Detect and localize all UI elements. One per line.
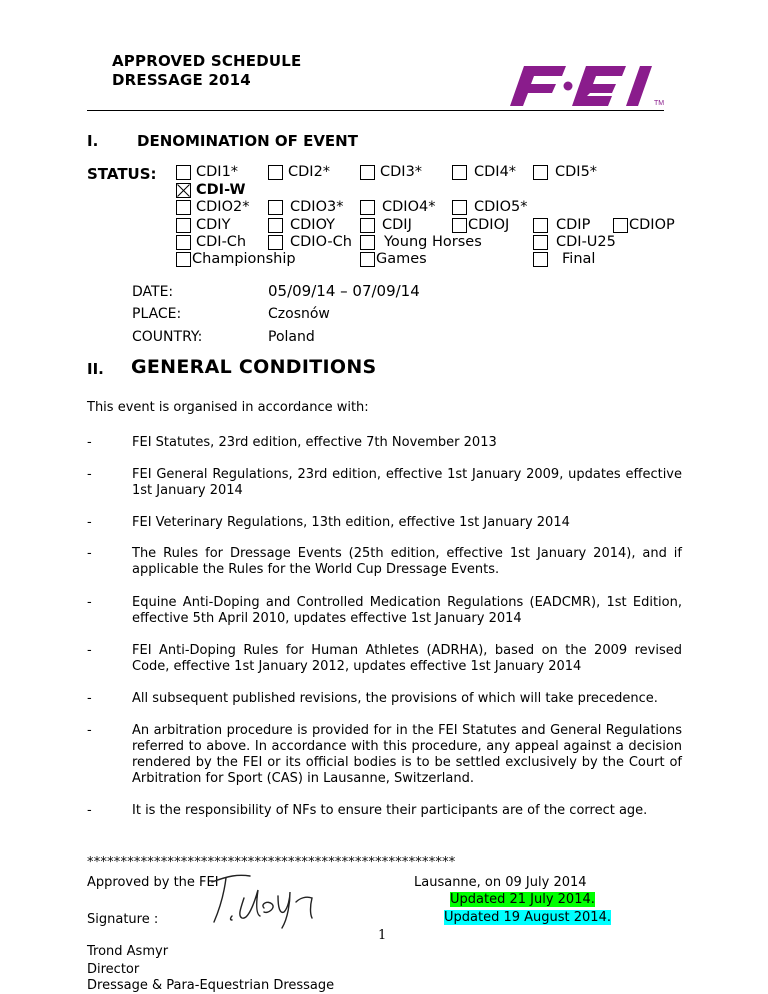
option-cdiw: CDI-W bbox=[196, 182, 246, 198]
date-label: DATE: bbox=[132, 284, 174, 300]
checkbox-cdio5[interactable] bbox=[452, 200, 467, 215]
section-1-heading bbox=[87, 132, 358, 150]
option-cdi1: CDI1* bbox=[196, 164, 239, 180]
checkbox-cdio3[interactable] bbox=[268, 200, 283, 215]
checkbox-cdio2[interactable] bbox=[176, 200, 191, 215]
list-item: - FEI Anti-Doping Rules for Human Athletes (ADRHA), based on the 2009 revised Code, effective 1st January 2012, updates effective 1st January 2014 bbox=[87, 643, 682, 674]
signer-name-line: Trond Asmyr bbox=[87, 944, 169, 959]
option-cdi4: CDI4* bbox=[474, 164, 517, 180]
checkbox-cdioj[interactable] bbox=[452, 218, 467, 233]
signer-department: Dressage & Para-Equestrian Dressage bbox=[87, 978, 335, 993]
option-games: Games bbox=[376, 251, 427, 267]
option-young-horses: Young Horses bbox=[384, 234, 482, 250]
option-cdio4: CDIO4* bbox=[382, 199, 436, 215]
place-value: Czosnów bbox=[268, 306, 330, 322]
option-cdio3: CDIO3* bbox=[290, 199, 344, 215]
logo-tm: TM bbox=[654, 100, 665, 107]
section-1-title: DENOMINATION OF EVENT bbox=[137, 132, 358, 150]
option-cdi2: CDI2* bbox=[288, 164, 331, 180]
option-cdi5: CDI5* bbox=[555, 164, 598, 180]
option-cdio2: CDIO2* bbox=[196, 199, 250, 215]
place-label: PLACE: bbox=[132, 306, 182, 322]
intro-text: This event is organised in accordance with: bbox=[87, 400, 369, 415]
list-item: - All subsequent published revisions, the provisions of which will take precedence. bbox=[87, 691, 658, 706]
option-cdioch: CDIO-Ch bbox=[290, 234, 352, 250]
checkbox-games[interactable] bbox=[360, 252, 375, 267]
checkbox-cdi-u25[interactable] bbox=[533, 235, 548, 250]
checkbox-final[interactable] bbox=[533, 252, 548, 267]
option-cdioj: CDIOJ bbox=[468, 217, 510, 233]
option-championship: Championship bbox=[192, 251, 296, 267]
place-date: Lausanne, on 09 July 2014 bbox=[414, 875, 587, 890]
checkbox-cdiy[interactable] bbox=[176, 218, 191, 233]
checkbox-cdi2[interactable] bbox=[268, 165, 283, 180]
list-item: - FEI Statutes, 23rd edition, effective 7th November 2013 bbox=[87, 435, 497, 450]
checkbox-cdich[interactable] bbox=[176, 235, 191, 250]
header-line-1: APPROVED SCHEDULE bbox=[112, 52, 302, 70]
header-divider bbox=[87, 110, 664, 111]
option-cdi3: CDI3* bbox=[380, 164, 423, 180]
section-1-number: I. bbox=[87, 132, 99, 150]
checkbox-cdi5[interactable] bbox=[533, 165, 548, 180]
checkbox-cdio4[interactable] bbox=[360, 200, 375, 215]
update-1: Updated 21 July 2014. bbox=[450, 892, 595, 907]
option-cdich: CDI-Ch bbox=[196, 234, 247, 250]
list-item: - Equine Anti-Doping and Controlled Medication Regulations (EADCMR), 1st Edition, effective 5th April 2010, updates effective 1st January 2014 bbox=[87, 595, 682, 626]
option-cdi-u25: CDI-U25 bbox=[556, 234, 616, 250]
signer-title: Director bbox=[87, 962, 140, 977]
list-item: - An arbitration procedure is provided for in the FEI Statutes and General Regulations referred to above. In accordance with this procedure, any appeal against a decision rendered by the FEI or its official bodies is to be settled exclusively by the Court of Arbitration for Sport (CAS) in Lausanne, Switzerland. bbox=[87, 723, 682, 786]
option-cdiop: CDIOP bbox=[629, 217, 675, 233]
list-item: - FEI General Regulations, 23rd edition, effective 1st January 2009, updates effective 1st January 2014 bbox=[87, 467, 682, 498]
option-cdip: CDIP bbox=[556, 217, 591, 233]
header-line-2: DRESSAGE 2014 bbox=[112, 71, 251, 89]
option-cdio5: CDIO5* bbox=[474, 199, 528, 215]
option-cdioy: CDIOY bbox=[290, 217, 336, 233]
approved-by: Approved by the FEI bbox=[87, 875, 219, 890]
list-item: - The Rules for Dressage Events (25th edition, effective 1st January 2014), and if applicable the Rules for the World Cup Dressage Events. bbox=[87, 546, 682, 577]
date-value: 05/09/14 – 07/09/14 bbox=[268, 282, 420, 300]
update-2: Updated 19 August 2014. bbox=[444, 910, 611, 925]
document-header bbox=[112, 52, 301, 90]
signature-label: Signature : bbox=[87, 912, 159, 927]
checkbox-cdij[interactable] bbox=[360, 218, 375, 233]
fei-logo bbox=[500, 58, 670, 108]
country-label: COUNTRY: bbox=[132, 329, 203, 345]
checkbox-cdi3[interactable] bbox=[360, 165, 375, 180]
checkbox-cdioch[interactable] bbox=[268, 235, 283, 250]
checkbox-young-horses[interactable] bbox=[360, 235, 375, 250]
page-number: 1 bbox=[378, 928, 387, 943]
checkbox-cdi4[interactable] bbox=[452, 165, 467, 180]
list-item: - It is the responsibility of NFs to ensure their participants are of the correct age. bbox=[87, 803, 648, 818]
separator-stars: ******************************************************* bbox=[87, 855, 456, 870]
checkbox-cdip[interactable] bbox=[533, 218, 548, 233]
status-label: STATUS: bbox=[87, 165, 157, 183]
section-2-number: II. bbox=[87, 360, 104, 378]
checkbox-cdiw-checked[interactable] bbox=[176, 183, 191, 198]
list-item: - FEI Veterinary Regulations, 13th edition, effective 1st January 2014 bbox=[87, 515, 570, 530]
section-2-title: GENERAL CONDITIONS bbox=[131, 356, 377, 378]
checkbox-cdioy[interactable] bbox=[268, 218, 283, 233]
signature-image bbox=[198, 868, 338, 930]
option-cdij: CDIJ bbox=[382, 217, 412, 233]
option-cdiy: CDIY bbox=[196, 217, 231, 233]
option-final: Final bbox=[562, 251, 596, 267]
country-value: Poland bbox=[268, 329, 315, 345]
checkbox-cdi1[interactable] bbox=[176, 165, 191, 180]
checkbox-cdiop[interactable] bbox=[613, 218, 628, 233]
checkbox-championship[interactable] bbox=[176, 252, 191, 267]
